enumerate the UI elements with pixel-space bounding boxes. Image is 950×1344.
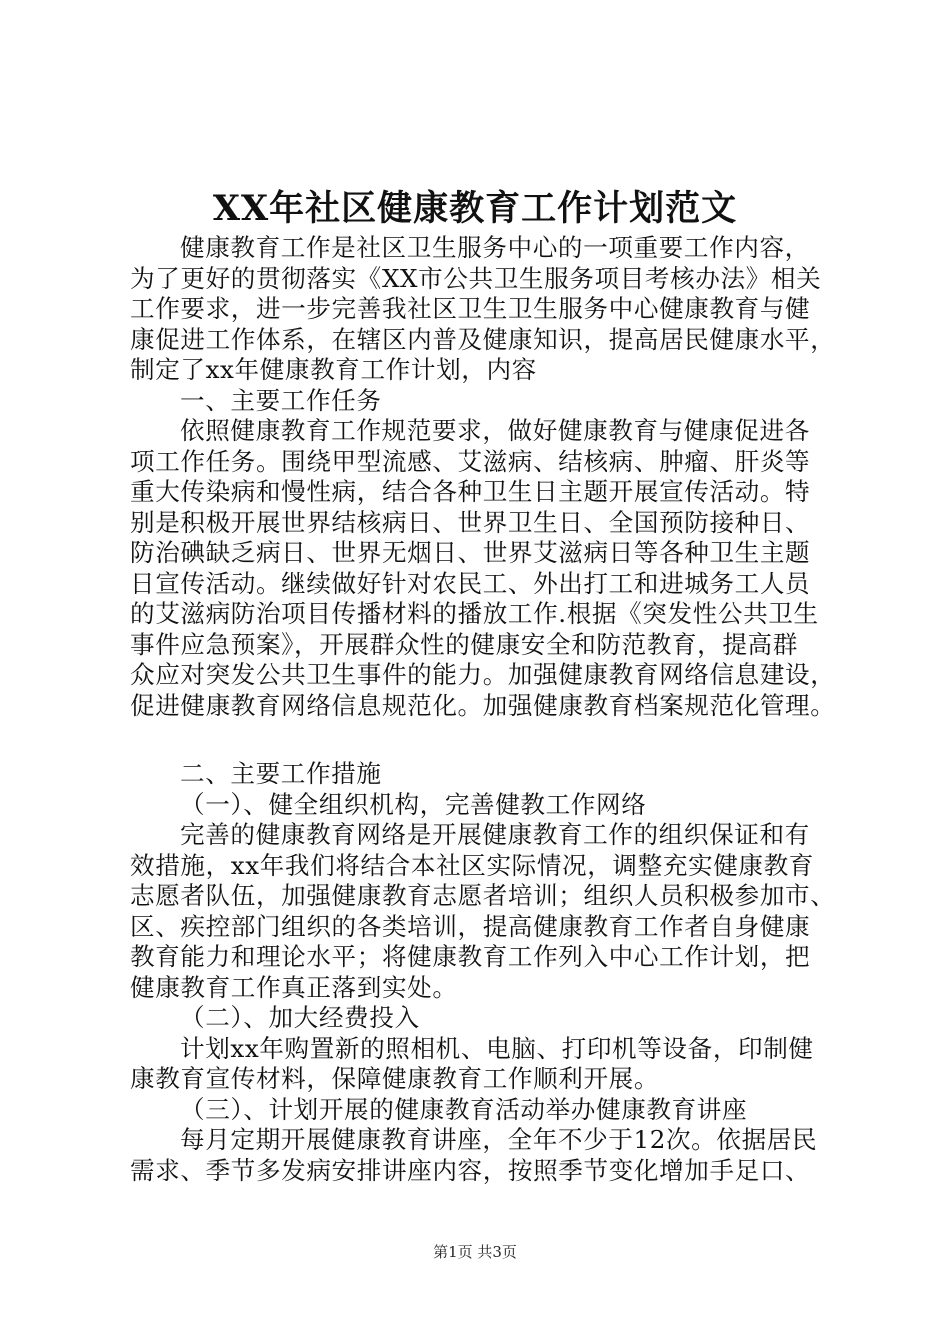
paragraph-line: 别是积极开展世界结核病日、世界卫生日、全国预防接种日、 bbox=[130, 507, 811, 537]
paragraph-line: 效措施，xx年我们将结合本社区实际情况，调整充实健康教育 bbox=[130, 850, 814, 880]
paragraph-line: 重大传染病和慢性病，结合各种卫生日主题开展宣传活动。特 bbox=[130, 477, 811, 506]
paragraph-line: 计划xx年购置新的照相机、电脑、打印机等设备，印制健 bbox=[180, 1033, 814, 1063]
page-footer: 第1页 共3页 bbox=[433, 1243, 517, 1261]
document-title: XX年社区健康教育工作计划范文 bbox=[212, 188, 738, 229]
paragraph-line: 工作要求，进一步完善我社区卫生卫生服务中心健康教育与健 bbox=[130, 294, 811, 323]
paragraph-line: 事件应急预案》，开展群众性的健康安全和防范教育，提高群 bbox=[130, 629, 798, 659]
paragraph-line: 促进健康教育网络信息规范化。加强健康教育档案规范化管理。 bbox=[130, 690, 836, 720]
paragraph-line: 区、疾控部门组织的各类培训，提高健康教育工作者自身健康 bbox=[130, 911, 811, 941]
paragraph-line: 康教育宣传材料，保障健康教育工作顺利开展。 bbox=[130, 1064, 660, 1093]
subsection-heading: （三）、计划开展的健康教育活动举办健康教育讲座 bbox=[180, 1094, 748, 1124]
paragraph-line: 健康教育工作真正落到实处。 bbox=[130, 972, 458, 1002]
paragraph-line: 依照健康教育工作规范要求，做好健康教育与健康促进各 bbox=[180, 416, 810, 445]
paragraph-line: 志愿者队伍，加强健康教育志愿者培训；组织人员积极参加市、 bbox=[130, 881, 836, 910]
section-heading: 二、主要工作措施 bbox=[180, 759, 382, 788]
paragraph-line: 完善的健康教育网络是开展健康教育工作的组织保证和有 bbox=[180, 820, 810, 849]
paragraph-line: 健康教育工作是社区卫生服务中心的一项重要工作内容， bbox=[180, 233, 810, 262]
document-body bbox=[130, 233, 850, 1186]
subsection-heading: （一）、健全组织机构，完善健教工作网络 bbox=[180, 789, 647, 819]
paragraph-line: 教育能力和理论水平；将健康教育工作列入中心工作计划，把 bbox=[130, 942, 811, 971]
paragraph-line: 日宣传活动。继续做好针对农民工、外出打工和进城务工人员 bbox=[130, 568, 811, 598]
paragraph-line: 每月定期开展健康教育讲座，全年不少于12次。依据居民 bbox=[180, 1125, 818, 1154]
paragraph-line: 为了更好的贯彻落实《XX市公共卫生服务项目考核办法》相关 bbox=[130, 263, 822, 293]
paragraph-line: 的艾滋病防治项目传播材料的播放工作.根据《突发性公共卫生 bbox=[130, 599, 819, 628]
paragraph-line: 众应对突发公共卫生事件的能力。加强健康教育网络信息建设， bbox=[130, 660, 836, 689]
paragraph-line: 防治碘缺乏病日、世界无烟日、世界艾滋病日等各种卫生主题 bbox=[130, 538, 811, 567]
paragraph-line: 项工作任务。围绕甲型流感、艾滋病、结核病、肿瘤、肝炎等 bbox=[130, 446, 811, 476]
paragraph-gap bbox=[130, 721, 850, 759]
subsection-heading: （二）、加大经费投入 bbox=[180, 1003, 420, 1032]
paragraph-line: 制定了xx年健康教育工作计划，内容 bbox=[130, 355, 537, 384]
paragraph-line: 需求、季节多发病安排讲座内容，按照季节变化增加手足口、 bbox=[130, 1155, 811, 1185]
section-heading: 一、主要工作任务 bbox=[180, 385, 382, 415]
paragraph-line: 康促进工作体系，在辖区内普及健康知识，提高居民健康水平， bbox=[130, 324, 836, 354]
